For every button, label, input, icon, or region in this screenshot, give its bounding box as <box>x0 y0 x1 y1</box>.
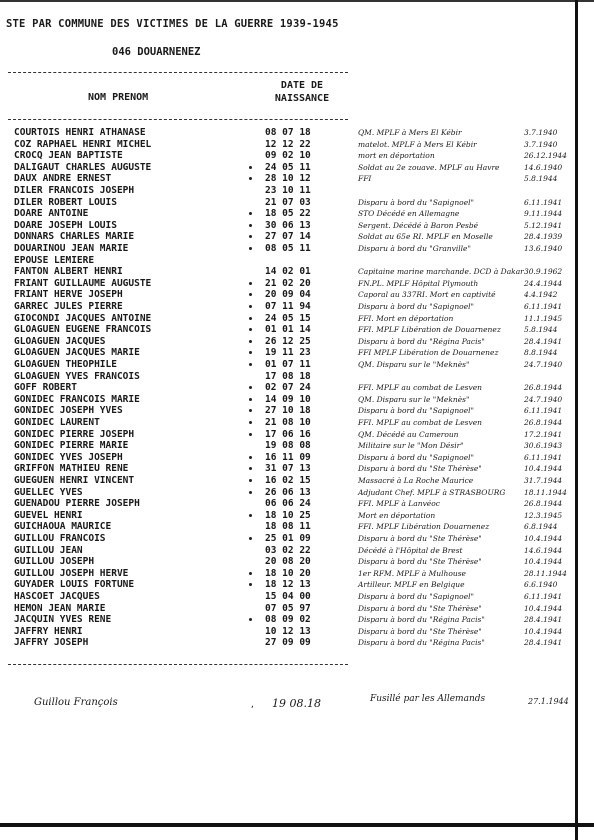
death-circumstance-note: Disparu à bord du "Sapignoel" <box>358 197 474 207</box>
list-item <box>0 626 594 638</box>
death-date: 26.8.1944 <box>524 383 563 393</box>
death-date: 26.8.1944 <box>524 499 563 509</box>
list-item <box>0 382 594 394</box>
birth-date: 18 05 22 <box>265 208 311 220</box>
death-circumstance-note: Disparu à bord du "Ste Thérèse" <box>358 626 482 636</box>
birth-date: 06 06 24 <box>265 498 311 510</box>
birth-date: 09 02 10 <box>265 150 311 162</box>
victim-name: GARREC JULES PIERRE <box>14 301 123 312</box>
list-item <box>0 568 594 580</box>
list-item <box>0 243 594 255</box>
death-date: 5.12.1941 <box>524 220 563 230</box>
birth-date: 15 04 00 <box>265 591 311 602</box>
victim-name: GONIDEC LAURENT <box>14 417 100 428</box>
death-circumstance-note: FFI. MPLF Libération Douarnenez <box>358 522 490 532</box>
list-item <box>0 614 594 626</box>
death-date: 28.4.1939 <box>524 232 563 242</box>
list-item <box>0 220 594 232</box>
death-circumstance-note: Disparu à bord du "Sapignoel" <box>358 592 474 601</box>
birth-date: 08 07 18 <box>265 127 311 138</box>
victim-name: GUILLOU FRANCOIS <box>14 533 106 544</box>
death-circumstance-note: QM. Disparu sur le "Meknès" <box>358 394 470 404</box>
bullet-mark <box>249 537 252 540</box>
list-item <box>0 197 594 209</box>
victim-name: GLOAGUEN EUGENE FRANCOIS <box>14 324 152 336</box>
bullet-mark <box>249 618 252 621</box>
death-circumstance-note: QM. Disparu sur le "Meknès" <box>358 360 470 369</box>
death-date: 13.6.1940 <box>524 244 563 253</box>
birth-date: 17 06 16 <box>265 428 311 440</box>
list-item <box>0 510 594 522</box>
death-date: 17.2.1941 <box>524 429 563 439</box>
death-circumstance-note: FFI. Mort en déportation <box>358 313 454 323</box>
death-date: 6.8.1944 <box>524 522 558 532</box>
list-item <box>0 278 594 290</box>
bullet-mark <box>249 224 252 227</box>
list-item <box>0 231 594 243</box>
header-rule-bottom <box>8 119 348 120</box>
birth-date: 14 02 01 <box>265 266 311 278</box>
victim-name: GUEGUEN HENRI VINCENT <box>14 475 135 486</box>
list-item <box>0 556 594 568</box>
bullet-mark <box>249 386 252 389</box>
birth-date: 30 06 13 <box>265 219 311 231</box>
death-circumstance-note: FFI. MPLF au combat de Lesven <box>358 383 483 393</box>
victim-name: JAFFRY HENRI <box>14 625 83 637</box>
bullet-mark <box>249 328 252 331</box>
victim-name: CROCQ JEAN BAPTISTE <box>14 150 123 162</box>
bullet-mark <box>249 467 252 470</box>
death-date: 30.9.1962 <box>524 267 563 277</box>
victim-name: GUILLOU JOSEPH HERVE <box>14 567 129 579</box>
death-date: 5.8.1944 <box>524 174 558 184</box>
victim-name: FRIANT HERVE JOSEPH <box>14 289 123 301</box>
list-item <box>0 579 594 591</box>
list-item <box>0 162 594 174</box>
death-date: 4.4.1942 <box>524 290 558 300</box>
bullet-mark <box>249 409 252 412</box>
death-circumstance-note: 1er RFM. MPLF à Mulhouse <box>358 568 466 578</box>
death-circumstance-note: Disparu à bord du "Granville" <box>358 244 471 253</box>
death-circumstance-note: Disparu à bord du "Régina Pacis" <box>358 638 485 648</box>
death-date: 24.4.1944 <box>524 278 563 288</box>
birth-date: 01 07 11 <box>265 359 311 370</box>
death-circumstance-note: Décédé à l'Hôpital de Brest <box>358 545 463 555</box>
death-date: 6.6.1940 <box>524 580 558 590</box>
birth-date: 18 08 11 <box>265 521 311 533</box>
death-circumstance-note: Adjudant Chef. MPLF à STRASBOURG <box>358 487 506 497</box>
death-date: 26.8.1944 <box>524 418 563 427</box>
list-item <box>0 545 594 557</box>
list-item <box>0 463 594 475</box>
birth-date: 03 02 22 <box>265 544 311 556</box>
death-date: 14.6.1944 <box>524 545 563 555</box>
list-rule-bottom <box>8 664 348 665</box>
bullet-mark <box>249 479 252 482</box>
birth-date: 26 06 13 <box>265 486 311 498</box>
birth-date: 10 12 13 <box>265 625 311 637</box>
death-date: 6.11.1941 <box>524 302 563 311</box>
birth-date: 07 11 94 <box>265 301 311 312</box>
death-date: 9.11.1944 <box>524 209 563 219</box>
death-date: 26.12.1944 <box>524 151 567 161</box>
victim-name: DOUARINOU JEAN MARIE <box>14 243 129 254</box>
bullet-mark <box>249 433 252 436</box>
death-date: 30.6.1943 <box>524 441 563 451</box>
birth-date: 21 07 03 <box>265 196 311 208</box>
list-item <box>0 185 594 197</box>
victim-name: GIOCONDI JACQUES ANTOINE <box>14 312 152 324</box>
birth-date: 18 12 13 <box>265 579 311 591</box>
list-item <box>0 487 594 499</box>
list-item <box>0 289 594 301</box>
birth-date: 27 09 09 <box>265 637 311 649</box>
commune-code: 046 DOUARNENEZ <box>112 46 201 58</box>
victim-name: GOFF ROBERT <box>14 382 77 394</box>
victim-name: GLOAGUEN YVES FRANCOIS <box>14 370 140 382</box>
death-date: 10.4.1944 <box>524 534 563 543</box>
list-item <box>0 475 594 487</box>
death-circumstance-note: FFI. MPLF Libération de Douarnenez <box>358 325 501 335</box>
list-item <box>0 208 594 220</box>
victim-name: DONNARS CHARLES MARIE <box>14 231 135 243</box>
death-circumstance-note: Massacré à La Roche Maurice <box>358 476 474 485</box>
death-date: 28.4.1941 <box>524 336 563 346</box>
death-circumstance-note: Sergent. Décédé à Baron Pesbé <box>358 220 479 230</box>
top-border <box>0 0 594 2</box>
victim-name: EPOUSE LEMIERE <box>14 254 95 266</box>
birth-date: 08 05 11 <box>265 243 311 254</box>
list-item <box>0 440 594 452</box>
victim-name: GONIDEC PIERRE MARIE <box>14 440 129 452</box>
bullet-mark <box>249 572 252 575</box>
birth-date: 27 07 14 <box>265 231 311 243</box>
bottom-border <box>0 823 594 827</box>
victim-name: HASCOET JACQUES <box>14 591 100 602</box>
victim-name: DOARE ANTOINE <box>14 208 89 220</box>
bullet-mark <box>249 398 252 401</box>
document-title: STE PAR COMMUNE DES VICTIMES DE LA GUERRE 1939-1945 <box>6 18 339 30</box>
victim-name: DALIGAUT CHARLES AUGUSTE <box>14 161 152 173</box>
birth-date: 16 11 09 <box>265 451 311 463</box>
death-date: 31.7.1944 <box>524 476 563 485</box>
birth-date: 27 10 18 <box>265 405 311 417</box>
birth-date: 21 02 20 <box>265 277 311 289</box>
column-header-date: DATE DE NAISSANCE <box>274 80 330 104</box>
death-circumstance-note: Disparu à bord du "Sapignoel" <box>358 452 474 462</box>
list-item <box>0 591 594 603</box>
victim-name: GUENADOU PIERRE JOSEPH <box>14 498 140 510</box>
handwritten-note: Fusillé par les Allemands <box>370 694 486 704</box>
death-circumstance-note: Disparu à bord du "Régina Pacis" <box>358 615 485 625</box>
birth-date: 12 12 22 <box>265 138 311 150</box>
death-date: 18.11.1944 <box>524 487 567 497</box>
birth-date: 07 05 97 <box>265 602 311 614</box>
birth-date: 20 09 04 <box>265 289 311 301</box>
death-date: 14.6.1940 <box>524 162 563 172</box>
death-circumstance-note: FFI. MPLF à Lanvéoc <box>358 499 440 509</box>
bullet-mark <box>249 491 252 494</box>
death-date: 10.4.1944 <box>524 603 563 613</box>
death-date: 6.11.1941 <box>524 592 563 601</box>
victim-name: GONIDEC YVES JOSEPH <box>14 451 123 463</box>
victim-name: COZ RAPHAEL HENRI MICHEL <box>14 138 152 150</box>
death-date: 12.3.1945 <box>524 510 563 520</box>
victim-name: GRIFFON MATHIEU RENE <box>14 463 129 475</box>
death-circumstance-note: Militaire sur le "Mon Désir" <box>358 441 464 451</box>
victim-name: GLOAGUEN JACQUES <box>14 335 106 347</box>
list-item <box>0 347 594 359</box>
bullet-mark <box>249 166 252 169</box>
victim-name: DAUX ANDRE ERNEST <box>14 173 112 185</box>
bullet-mark <box>249 363 252 366</box>
list-item <box>0 603 594 615</box>
death-date: 24.7.1940 <box>524 360 563 369</box>
victim-name: GUELLEC YVES <box>14 486 83 498</box>
birth-date: 01 01 14 <box>265 324 311 336</box>
death-date: 28.4.1941 <box>524 638 563 648</box>
list-item <box>0 405 594 417</box>
death-date: 24.7.1940 <box>524 394 563 404</box>
death-circumstance-note: Capitaine marine marchande. DCD à Dakar <box>358 267 524 277</box>
birth-date: 24 05 15 <box>265 312 311 324</box>
birth-date: 23 10 11 <box>265 185 311 196</box>
birth-date: 19 11 23 <box>265 347 311 359</box>
bullet-mark <box>249 456 252 459</box>
birth-date: 08 09 02 <box>265 614 311 626</box>
list-item <box>0 301 594 313</box>
list-item <box>0 127 594 139</box>
death-date: 6.11.1941 <box>524 197 563 207</box>
bullet-mark <box>249 247 252 250</box>
birth-date: 28 10 12 <box>265 173 311 185</box>
birth-date: 24 05 11 <box>265 161 311 173</box>
victim-name: FRIANT GUILLAUME AUGUSTE <box>14 277 152 289</box>
death-circumstance-note: QM. MPLF à Mers El Kébir <box>358 128 462 137</box>
list-item <box>0 521 594 533</box>
bullet-mark <box>249 421 252 424</box>
list-item <box>0 371 594 383</box>
death-date: 28.11.1944 <box>524 568 567 578</box>
handwritten-mark: , <box>250 700 255 709</box>
list-item <box>0 336 594 348</box>
list-item <box>0 324 594 336</box>
list-item <box>0 313 594 325</box>
bullet-mark <box>249 340 252 343</box>
victim-name: FANTON ALBERT HENRI <box>14 266 123 278</box>
birth-date: 20 08 20 <box>265 556 311 568</box>
death-date: 6.11.1941 <box>524 452 563 462</box>
victim-name: GUYADER LOUIS FORTUNE <box>14 579 135 591</box>
death-date: 10.4.1944 <box>524 464 563 474</box>
death-date: 5.8.1944 <box>524 325 558 335</box>
bullet-mark <box>249 282 252 285</box>
death-date: 8.8.1944 <box>524 348 558 358</box>
handwritten-name: Guillou François <box>34 697 118 708</box>
death-date: 3.7.1940 <box>524 139 558 149</box>
death-circumstance-note: matelot. MPLF à Mers El Kébir <box>358 139 477 149</box>
list-item <box>0 255 594 267</box>
list-item <box>0 637 594 649</box>
death-circumstance-note: Soldat au 2e zouave. MPLF au Havre <box>358 162 500 172</box>
death-date: 6.11.1941 <box>524 406 563 416</box>
victim-name: DOARE JOSEPH LOUIS <box>14 219 117 231</box>
death-circumstance-note: QM. Décédé au Cameroun <box>358 429 459 439</box>
victim-name: GLOAGUEN JACQUES MARIE <box>14 347 140 359</box>
death-circumstance-note: Disparu à bord du "Régina Pacis" <box>358 336 485 346</box>
victim-name: GLOAGUEN THEOPHILE <box>14 359 117 370</box>
list-item <box>0 498 594 510</box>
victim-name: GONIDEC FRANCOIS MARIE <box>14 393 140 405</box>
death-date: 28.4.1941 <box>524 615 563 625</box>
birth-date: 25 01 09 <box>265 533 311 544</box>
death-circumstance-note: FN.PL. MPLF Hôpital Plymouth <box>358 278 479 288</box>
victim-name: JACQUIN YVES RENE <box>14 614 112 626</box>
list-item <box>0 359 594 371</box>
list-item <box>0 533 594 545</box>
birth-date: 31 07 13 <box>265 463 311 475</box>
death-date: 3.7.1940 <box>524 128 558 137</box>
birth-date: 18 10 20 <box>265 567 311 579</box>
birth-date: 26 12 25 <box>265 335 311 347</box>
list-item <box>0 452 594 464</box>
birth-date: 16 02 15 <box>265 475 311 486</box>
victim-name: GUILLOU JOSEPH <box>14 556 95 568</box>
birth-date: 21 08 10 <box>265 417 311 428</box>
list-item <box>0 266 594 278</box>
list-item <box>0 394 594 406</box>
list-item <box>0 139 594 151</box>
list-item <box>0 173 594 185</box>
bullet-mark <box>249 177 252 180</box>
column-header-name: NOM PRENOM <box>88 92 149 103</box>
bullet-mark <box>249 514 252 517</box>
victim-name: COURTOIS HENRI ATHANASE <box>14 127 146 138</box>
bullet-mark <box>249 212 252 215</box>
birth-date: 19 08 08 <box>265 440 311 452</box>
birth-date: 14 09 10 <box>265 393 311 405</box>
handwritten-birth-date: 19 08.18 <box>272 697 321 710</box>
victim-name: GUEVEL HENRI <box>14 509 83 521</box>
death-circumstance-note: Disparu à bord du "Ste Thérèse" <box>358 557 482 567</box>
bullet-mark <box>249 235 252 238</box>
death-circumstance-note: Disparu à bord du "Ste Thérèse" <box>358 603 482 613</box>
birth-date: 18 10 25 <box>265 509 311 521</box>
death-date: 11.1.1945 <box>524 313 563 323</box>
bullet-mark <box>249 293 252 296</box>
list-item <box>0 429 594 441</box>
birth-date: 17 08 18 <box>265 370 311 382</box>
death-circumstance-note: Artilleur. MPLF en Belgique <box>358 580 465 590</box>
victim-name: HEMON JEAN MARIE <box>14 602 106 614</box>
death-date: 10.4.1944 <box>524 557 563 567</box>
list-item <box>0 150 594 162</box>
victim-name: DILER FRANCOIS JOSEPH <box>14 185 135 196</box>
death-circumstance-note: mort en déportation <box>358 151 435 161</box>
victim-name: GONIDEC PIERRE JOSEPH <box>14 428 135 440</box>
death-circumstance-note: STO Décédé en Allemagne <box>358 209 460 219</box>
victim-name: GUILLOU JEAN <box>14 544 83 556</box>
victim-name: GONIDEC JOSEPH YVES <box>14 405 123 417</box>
header-rule-top <box>8 72 348 73</box>
death-date: 10.4.1944 <box>524 626 563 636</box>
death-circumstance-note: Soldat au 65e RI. MPLF en Moselle <box>358 232 493 242</box>
death-circumstance-note: Caporal au 337RI. Mort en captivité <box>358 290 496 300</box>
death-circumstance-note: Disparu à bord du "Ste Thérèse" <box>358 534 482 543</box>
birth-date: 02 07 24 <box>265 382 311 394</box>
victim-name: JAFFRY JOSEPH <box>14 637 89 649</box>
bullet-mark <box>249 583 252 586</box>
victim-name: DILER ROBERT LOUIS <box>14 196 117 208</box>
death-circumstance-note: FFI. MPLF au combat de Lesven <box>358 418 483 427</box>
death-circumstance-note: FFI <box>358 174 372 184</box>
death-circumstance-note: Disparu à bord du "Sapignoel" <box>358 406 474 416</box>
bullet-mark <box>249 305 252 308</box>
death-circumstance-note: Disparu à bord du "Ste Thérèse" <box>358 464 482 474</box>
death-circumstance-note: FFI MPLF Libération de Douarnenez <box>358 348 499 358</box>
bullet-mark <box>249 317 252 320</box>
death-circumstance-note: Disparu à bord du "Sapignoel" <box>358 302 474 311</box>
victim-name: GUICHAOUA MAURICE <box>14 521 112 533</box>
death-circumstance-note: Mort en déportation <box>358 510 436 520</box>
list-item <box>0 417 594 429</box>
bullet-mark <box>249 351 252 354</box>
handwritten-death-date: 27.1.1944 <box>528 697 569 706</box>
